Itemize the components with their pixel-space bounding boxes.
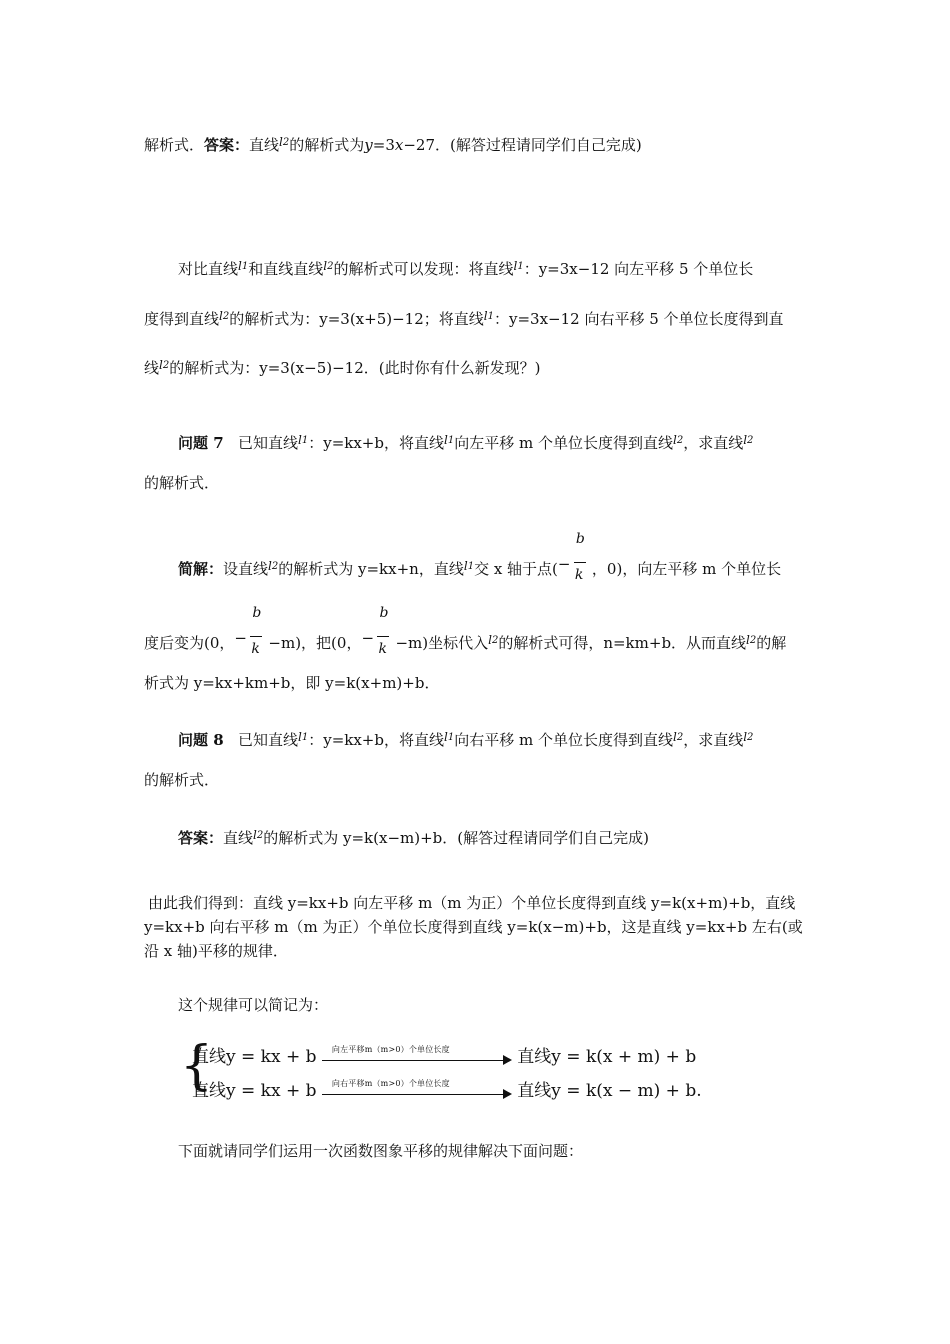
answer-line-l2 xyxy=(144,134,642,159)
line-symbol: l2 xyxy=(268,559,279,573)
line-symbol: l1 xyxy=(443,730,455,744)
left-brace: { xyxy=(180,1036,214,1096)
fraction-neg-b-over-k: − b k xyxy=(557,531,585,583)
answer-label: 答案： xyxy=(204,136,250,154)
fraction-neg-b-over-k: − b k xyxy=(361,605,389,657)
line-symbol: l1 xyxy=(238,259,249,273)
problem-7: 问题 7 已知直线$^{l1}$：y=kx+b，将直线$^{l1}$向左平移 m 个单位长度得到直线$^{l2}$，求直线$^{l2}$ xyxy=(178,433,754,452)
line-symbol: l1 xyxy=(298,730,309,744)
answer-8: 答案：直线$^{l2}$的解析式为 y=k(x−m)+b．(解答过程请同学们自己完成) xyxy=(178,828,649,847)
problem-label: 问题 7 xyxy=(178,434,224,452)
line-symbol: l2 xyxy=(488,633,499,647)
line-symbol: l2 xyxy=(672,730,684,744)
fraction-neg-b-over-k: − b k xyxy=(234,605,262,657)
comparison-paragraph-line1: 对比直线$^{l1}$和直线直线$^{l2}$的解析式可以发现：将直线$^{l1}$：y=3x−12 向左平移 5 个单位长 xyxy=(178,259,754,278)
line-symbol: l1 xyxy=(483,309,494,323)
line-symbol: l2 xyxy=(743,730,754,744)
line-symbol: l2 xyxy=(746,633,757,647)
rule-intro: 这个规律可以简记为： xyxy=(178,996,329,1014)
problem-7-cont: 的解析式． xyxy=(144,474,220,492)
summary-line3: 沿 x 轴)平移的规律． xyxy=(144,942,288,960)
line-symbol: l1 xyxy=(513,259,524,273)
line-symbol: l1 xyxy=(463,559,475,573)
var: y xyxy=(364,136,373,154)
comparison-paragraph-line2: 度得到直线$^{l2}$的解析式为：y=3(x+5)−12；将直线$^{l1}$：y=3x−12 向右平移 5 个单位长度得到直 xyxy=(144,309,784,328)
closing-text: 下面就请同学们运用一次函数图象平移的规律解决下面问题： xyxy=(178,1142,584,1160)
text: 直线 xyxy=(249,136,280,154)
summary-line1: 由此我们得到：直线 y=kx+b 向左平移 m（m 为正）个单位长度得到直线 y=k(x+m)+b，直线 xyxy=(148,894,796,912)
problem-8: 问题 8 已知直线$^{l1}$：y=kx+b，将直线$^{l1}$向右平移 m 个单位长度得到直线$^{l2}$，求直线$^{l2}$ xyxy=(178,730,754,749)
text: 解析式． xyxy=(144,136,205,154)
summary-line2: y=kx+b 向右平移 m（m 为正）个单位长度得到直线 y=k(x−m)+b，这是直线 y=kx+b 左右(或 xyxy=(144,918,803,936)
text: =3 xyxy=(372,136,395,154)
solution-line1: 简解：设直线$^{l2}$的解析式为 y=kx+n，直线$^{l1}$交 x 轴于点( − b k ，0)，向左平移 m 个单位长 xyxy=(178,531,782,583)
text: −27．(解答过程请同学们自己完成) xyxy=(403,136,642,154)
problem-label: 问题 8 xyxy=(178,731,224,749)
text: 的解析式为 xyxy=(289,136,365,154)
line-symbol: l1 xyxy=(443,433,455,447)
line-symbol: l1 xyxy=(298,433,309,447)
solution-line2: 度后变为(0， − b k −m)，把(0， − b k −m)坐标代入$^{l2}$的解析式可得，n=km+b．从而直线$^{l2}$的解 xyxy=(144,605,787,657)
formula-row-left-shift: 直线y = kx + b 向左平移m（m>0）个单位长度 直线y = k(x + m) + b xyxy=(192,1044,697,1067)
solution-label: 简解： xyxy=(178,560,224,578)
solution-line3: 析式为 y=kx+km+b，即 y=k(x+m)+b． xyxy=(144,674,440,692)
right-arrow-icon: 向右平移m（m>0）个单位长度 xyxy=(322,1084,512,1100)
right-arrow-icon: 向左平移m（m>0）个单位长度 xyxy=(322,1050,512,1066)
line-symbol: l2 xyxy=(159,358,170,372)
problem-8-cont: 的解析式． xyxy=(144,771,220,789)
line-symbol: l2 xyxy=(279,135,290,149)
line-symbol: l2 xyxy=(219,309,230,323)
comparison-paragraph-line3: 线$^{l2}$的解析式为：y=3(x−5)−12．(此时你有什么新发现？) xyxy=(144,358,541,377)
line-symbol: l2 xyxy=(743,433,754,447)
line-symbol: l2 xyxy=(672,433,684,447)
answer-label: 答案： xyxy=(178,829,224,847)
formula-row-right-shift: 直线y = kx + b 向右平移m（m>0）个单位长度 直线y = k(x − m) + b. xyxy=(192,1078,702,1101)
var: x xyxy=(394,136,404,154)
line-symbol: l2 xyxy=(253,828,264,842)
line-symbol: l2 xyxy=(323,259,334,273)
